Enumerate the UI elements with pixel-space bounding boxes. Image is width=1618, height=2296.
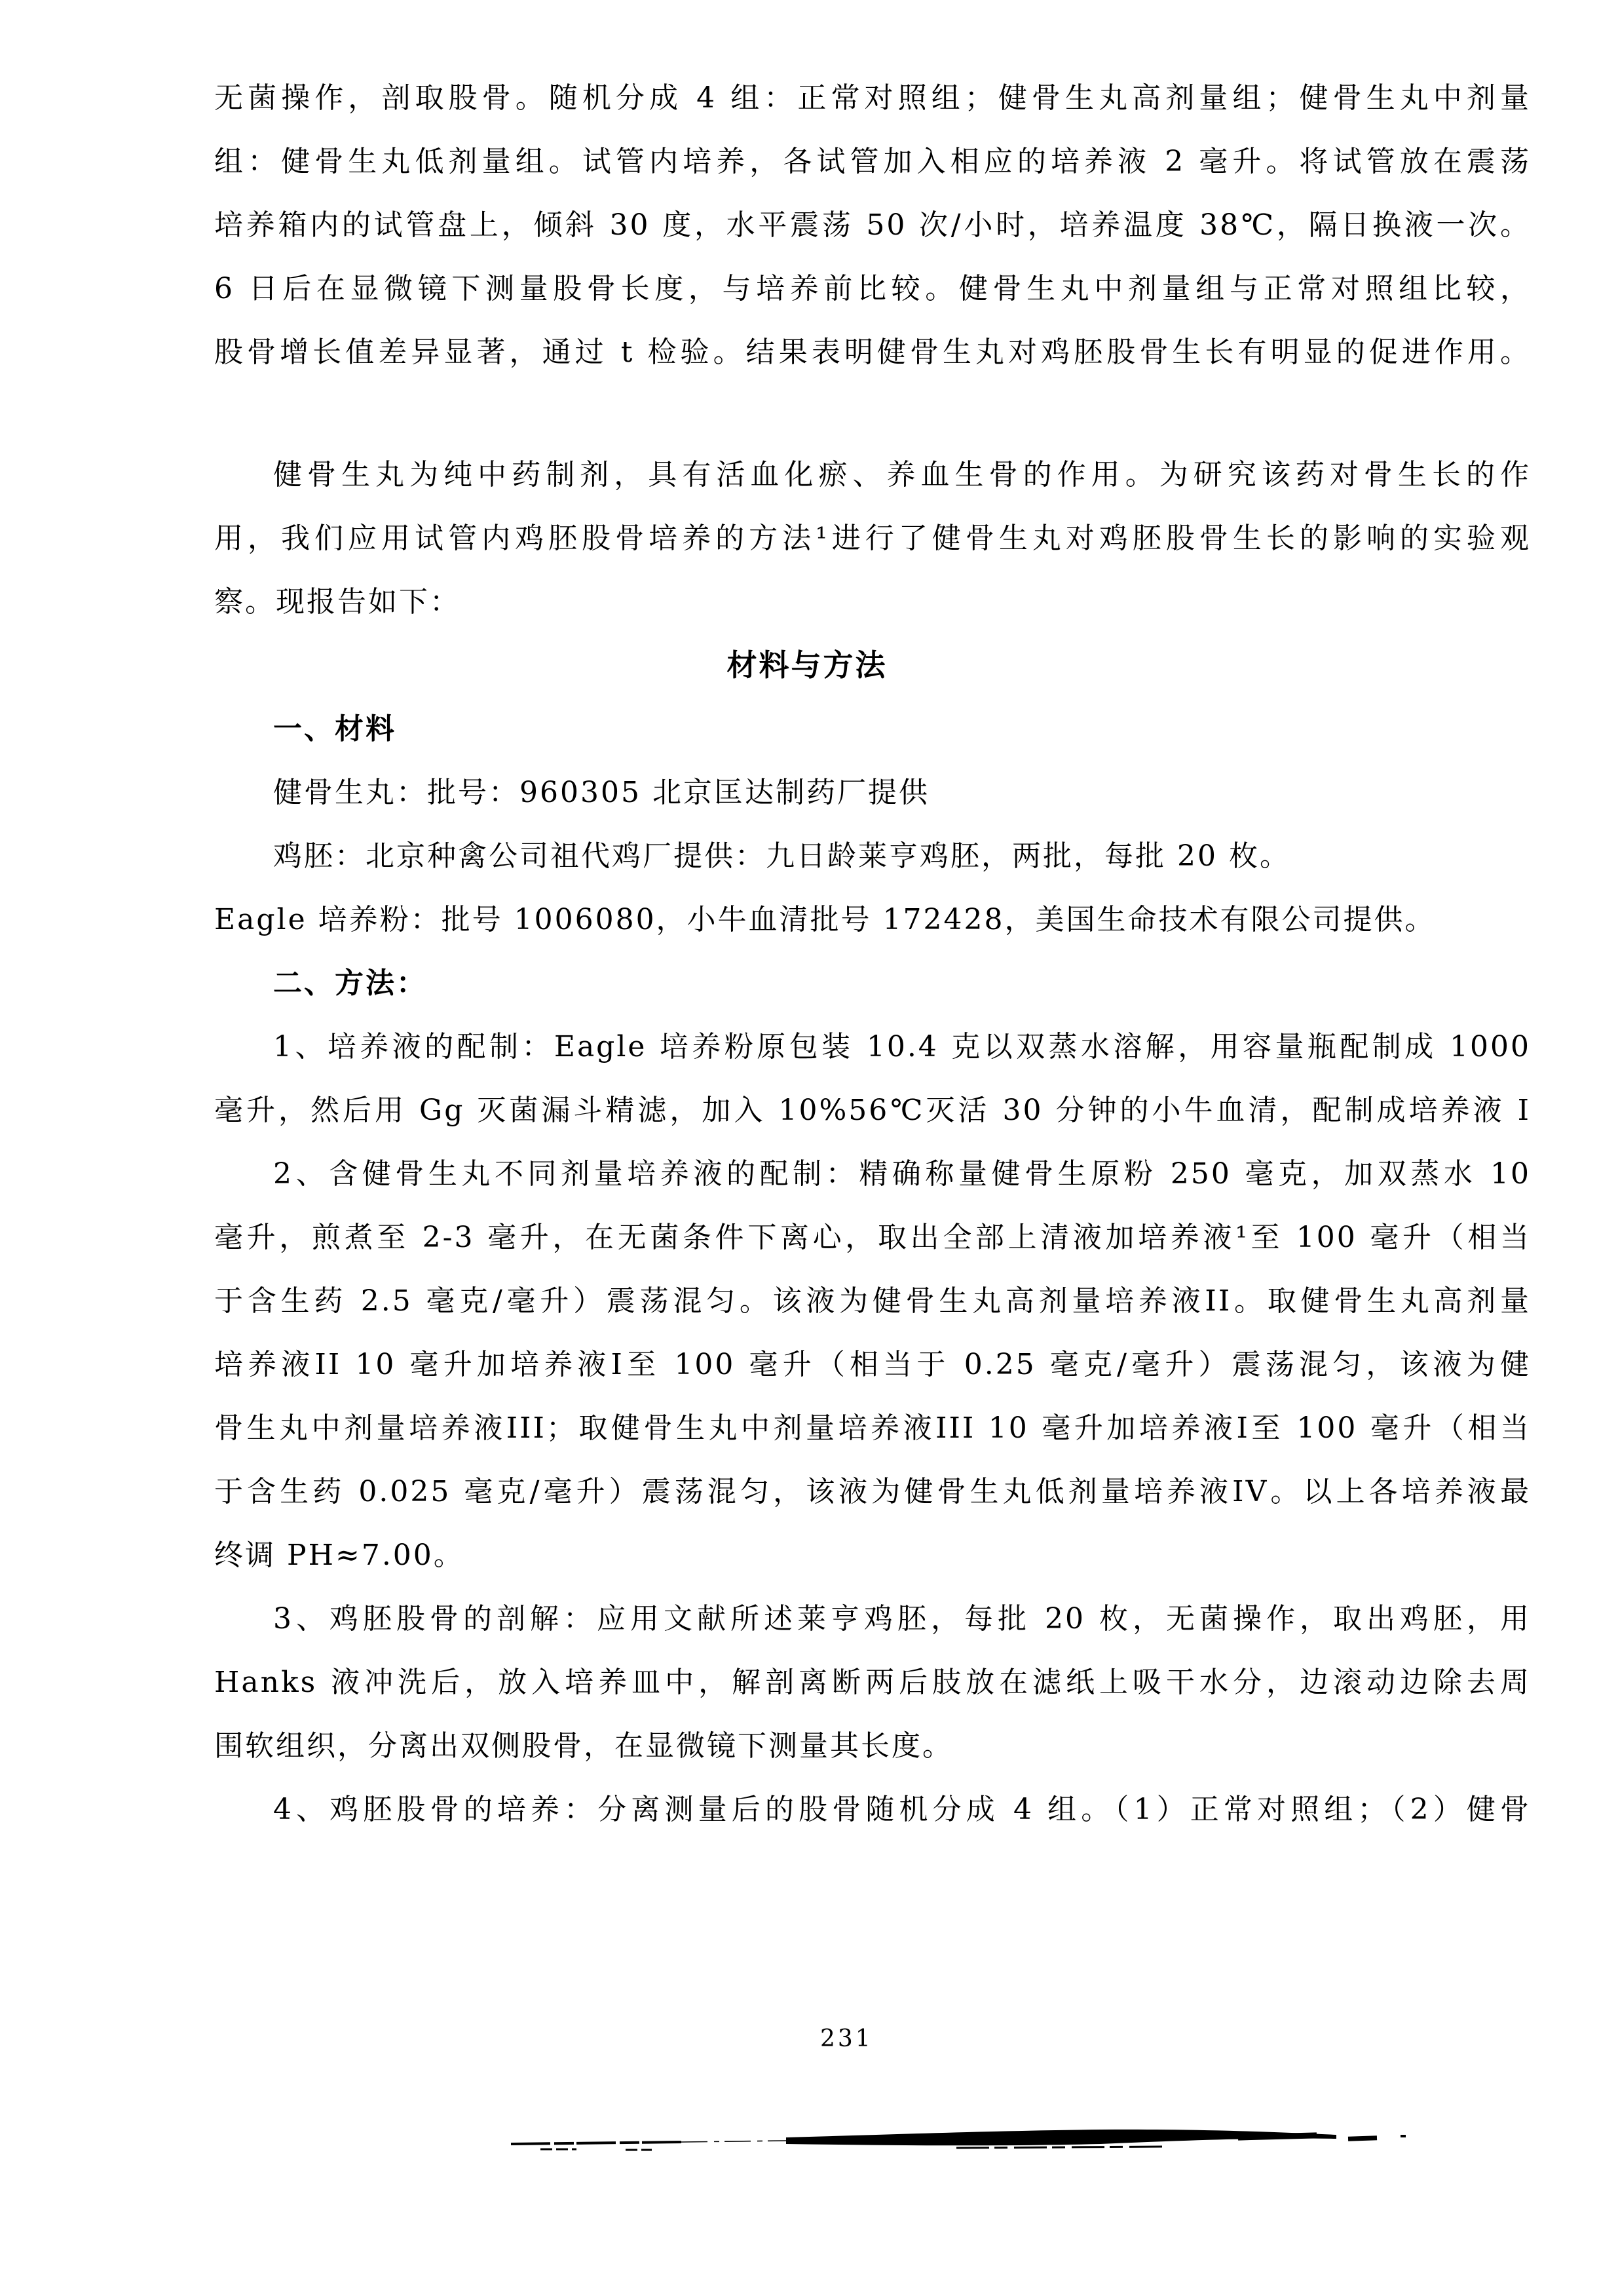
subsection-materials — [214, 697, 1531, 951]
text-line: 毫升，煎煮至 2-3 毫升，在无菌条件下离心，取出全部上清液加培养液¹至 100 毫升（相当 — [214, 1221, 1531, 1254]
text-line: 终调 PH≈7.00。 — [214, 1539, 464, 1572]
text-line: 健骨生丸：批号：960305 北京匡达制药厂提供 — [273, 776, 930, 809]
text-line: 4、鸡胚股骨的培养：分离测量后的股骨随机分成 4 组。（1）正常对照组；（2）健骨 — [273, 1793, 1531, 1826]
text-line: 围软组织，分离出双侧股骨，在显微镜下测量其长度。 — [214, 1729, 953, 1763]
text-line: 察。现报告如下： — [214, 585, 461, 619]
page-body — [214, 66, 1531, 1841]
text-line: 用，我们应用试管内鸡胚股骨培养的方法¹进行了健骨生丸对鸡胚股骨生长的影响的实验观 — [214, 522, 1531, 555]
text-line: 培养箱内的试管盘上，倾斜 30 度，水平震荡 50 次/小时，培养温度 38℃，隔日换液一次。 — [214, 208, 1531, 242]
paragraph-continued-from-previous-page — [214, 66, 1531, 384]
text-line: 股骨增长值差异显著，通过 t 检验。结果表明健骨生丸对鸡胚股骨生长有明显的促进作用。 — [214, 335, 1531, 369]
text-line: 毫升，然后用 Gg 灭菌漏斗精滤，加入 10%56℃灭活 30 分钟的小牛血清，配制成培养液 I — [214, 1094, 1531, 1127]
text-line: Eagle 培养粉：批号 1006080，小牛血清批号 172428，美国生命技术有限公司提供。 — [214, 903, 1436, 936]
paragraph-introduction — [214, 443, 1531, 634]
text-line: 骨生丸中剂量培养液III；取健骨生丸中剂量培养液III 10 毫升加培养液I至 100 毫升（相当 — [214, 1411, 1531, 1445]
text-line: 于含生药 2.5 毫克/毫升）震荡混匀。该液为健骨生丸高剂量培养液II。取健骨生丸高剂量 — [214, 1284, 1531, 1318]
ink-smear-artifact — [459, 2110, 1441, 2175]
text-line: 组：健骨生丸低剂量组。试管内培养，各试管加入相应的培养液 2 毫升。将试管放在震荡 — [214, 145, 1531, 178]
page-number: 231 — [820, 2025, 873, 2052]
text-line: 培养液II 10 毫升加培养液I至 100 毫升（相当于 0.25 毫克/毫升）震荡混匀，该液为健 — [214, 1348, 1531, 1381]
subsection-title: 二、方法： — [273, 966, 427, 1000]
text-line: 2、含健骨生丸不同剂量培养液的配制：精确称量健骨生原粉 250 毫克，加双蒸水 10 — [273, 1157, 1531, 1191]
subsection-methods — [214, 951, 1531, 1841]
text-line: 1、培养液的配制：Eagle 培养粉原包装 10.4 克以双蒸水溶解，用容量瓶配制成 1000 — [273, 1030, 1531, 1063]
text-line: 于含生药 0.025 毫克/毫升）震荡混匀，该液为健骨生丸低剂量培养液IV。以上各培养液最 — [214, 1475, 1531, 1508]
section-heading-materials-and-methods: 材料与方法 — [726, 647, 888, 683]
subsection-title: 一、材料 — [273, 712, 396, 746]
text-line: 鸡胚：北京种禽公司祖代鸡厂提供：九日龄莱亨鸡胚，两批，每批 20 枚。 — [273, 839, 1290, 873]
text-line: 无菌操作，剖取股骨。随机分成 4 组：正常对照组；健骨生丸高剂量组；健骨生丸中剂量 — [214, 81, 1531, 115]
text-line: 3、鸡胚股骨的剖解：应用文献所述莱亨鸡胚，每批 20 枚，无菌操作，取出鸡胚，用 — [273, 1602, 1531, 1636]
text-line: 健骨生丸为纯中药制剂，具有活血化瘀、养血生骨的作用。为研究该药对骨生长的作 — [273, 458, 1531, 491]
text-line: Hanks 液冲洗后，放入培养皿中，解剖离断两后肢放在滤纸上吸干水分，边滚动边除去周 — [214, 1666, 1531, 1699]
text-line: 6 日后在显微镜下测量股骨长度，与培养前比较。健骨生丸中剂量组与正常对照组比较， — [214, 272, 1531, 305]
